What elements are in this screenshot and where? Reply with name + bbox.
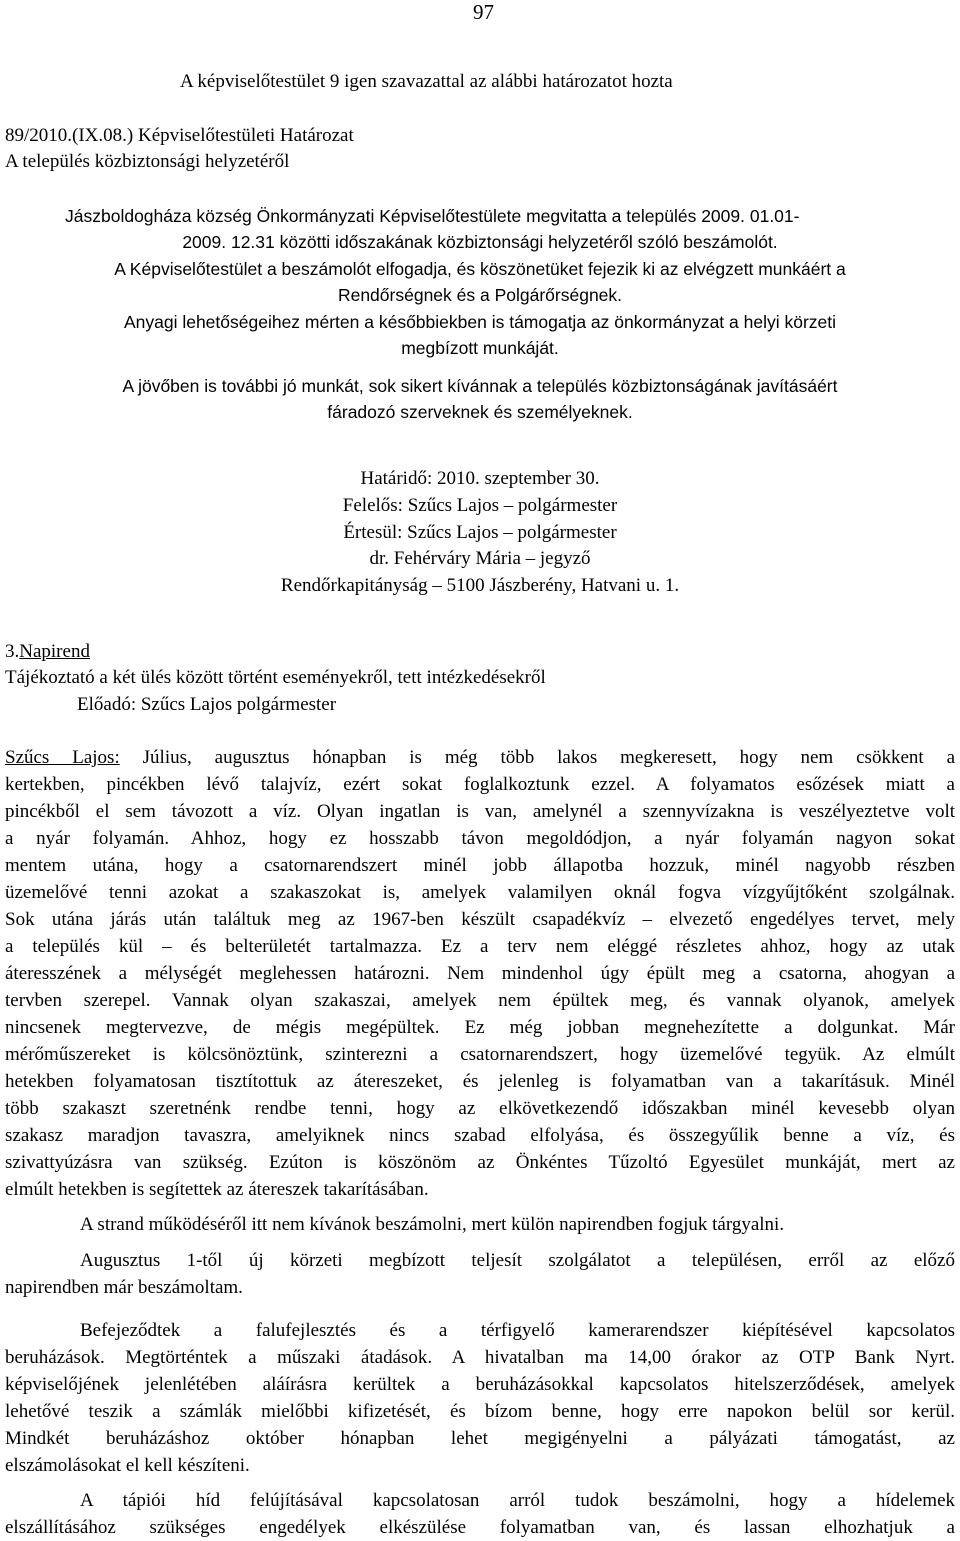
paragraph-line: a település kül – és belterületét tartalmazza. Ez a terv nem eléggé részletes ahhoz, hogy az utak <box>5 936 955 957</box>
resolution-body-line: megbízott munkáját. <box>401 338 559 358</box>
paragraph-line: elmúlt hetekben is segítettek az átereszek takarításában. <box>5 1179 429 1200</box>
paragraph-line: A strand működéséről itt nem kívánok beszámolni, mert külön napirendben fogjuk tárgyalni. <box>80 1214 785 1235</box>
speech-first-line <box>5 746 955 770</box>
paragraph-line: szakasz maradjon tavaszra, amelyiknek nincs szabad elfolyása, és összegyűlik benne a víz, és <box>5 1125 955 1146</box>
paragraph-line: elszállításához szükséges engedélyek elkészülése folyamatban van, és lassan elhozhatjuk a <box>5 1517 955 1538</box>
speaker-name: Szűcs Lajos: <box>5 747 120 768</box>
notified-line: Értesül: Szűcs Lajos – polgármester <box>343 522 617 543</box>
paragraph-line: Mindkét beruházáshoz október hónapban lehet megigényelni a pályázati támogatást, az <box>5 1428 955 1449</box>
paragraph-line: a nyár folyamán. Ahhoz, hogy ez hosszabb távon megoldódjon, a nyár folyamán nagyon sokat <box>5 828 955 849</box>
paragraph-line: mentem utána, hogy a csatornarendszert minél jobb állapotba hozzuk, minél nagyobb részben <box>5 855 955 876</box>
paragraph-line: mérőműszereket is kölcsönöztünk, szinterezni a csatornarendszert, hogy üzemelővé tegyük. Az elmúlt <box>5 1044 955 1065</box>
resolution-subject: A település közbiztonsági helyzetéről <box>5 151 290 172</box>
resolution-body-line: Rendőrségnek és a Polgárőrségnek. <box>337 285 623 305</box>
paragraph-line: beruházások. Megtörténtek a műszaki átadások. A hivatalban ma 14,00 órakor az OTP Bank Nyrt. <box>5 1347 955 1368</box>
resolution-body-line: fáradozó szerveknek és személyeknek. <box>327 402 633 422</box>
paragraph-line: hetekben folyamatosan tisztítottuk az átereszeket, és jelenleg is folyamatban van a takarításuk. Minél <box>5 1071 955 1092</box>
paragraph-line: szivattyúzásra van szükség. Ezúton is köszönöm az Önkéntes Tűzoltó Egyesület munkáját, mert az <box>5 1152 955 1173</box>
speech-text: Július, augusztus hónapban is még több lakos megkeresett, hogy nem csökkent a <box>142 747 955 768</box>
resolution-body-line: A jövőben is további jó munkát, sok sikert kívánnak a település közbiztonságának javításáért <box>122 376 838 396</box>
paragraph-line: áteresszének a mélységét meglehessen határozni. Nem mindenhol úgy épült meg a csatorna, ahogyan a <box>5 963 955 984</box>
paragraph-line: lehetővé teszik a számlák mielőbbi kifizetését, és bízom benne, hogy erre napokon belül sor kerül. <box>5 1401 955 1422</box>
agenda-presenter: Előadó: Szűcs Lajos polgármester <box>77 694 337 715</box>
paragraph-line: A tápiói híd felújításával kapcsolatosan arról tudok beszámolni, hogy a hídelemek <box>80 1490 955 1511</box>
paragraph-line: üzemelővé tenni azokat a szakaszokat is, amelyek valamilyen oknál fogva vízgyűjtőként szolgálnak. <box>5 882 955 903</box>
notified-line: Rendőrkapitányság – 5100 Jászberény, Hatvani u. 1. <box>280 575 680 596</box>
paragraph-line: napirendben már beszámoltam. <box>5 1277 243 1298</box>
paragraph-line: Sok utána járás után találtuk meg az 1967-ben készült csapadékvíz – elvezető engedélyes tervet, mely <box>5 909 955 930</box>
agenda-number-prefix: 3. <box>5 641 20 662</box>
notified-line: dr. Fehérváry Mária – jegyző <box>369 548 591 569</box>
paragraph-line: Befejeződtek a falufejlesztés és a térfigyelő kamerarendszer kiépítésével kapcsolatos <box>80 1320 955 1341</box>
resolution-number: 89/2010.(IX.08.) Képviselőtestületi Határozat <box>5 125 354 146</box>
paragraph-line: több szakaszt szeretnénk rendbe tenni, hogy az elkövetkezendő időszakban minél kevesebb olyan <box>5 1098 955 1119</box>
responsible-line: Felelős: Szűcs Lajos – polgármester <box>342 495 618 516</box>
paragraph-line: pincékből el sem távozott a víz. Olyan ingatlan is van, amelynél a szennyvízakna is veszélyeztetve volt <box>5 801 955 822</box>
resolution-body-line: A Képviselőtestület a beszámolót elfogadja, és köszönetüket fejezik ki az elvégzett munkáért a <box>114 259 846 279</box>
resolution-body-line: 2009. 12.31 közötti időszakának közbiztonsági helyzetéről szóló beszámolót. <box>182 232 778 252</box>
agenda-number-label: Napirend <box>19 641 90 662</box>
paragraph-line: elszámolásokat el kell készíteni. <box>5 1455 250 1476</box>
paragraph-line: kertekben, pincékben lévő talajvíz, ezért sokat foglalkoztunk ezzel. A folyamatos esőzések miatt a <box>5 774 955 795</box>
resolution-body-line: Jászboldogháza község Önkormányzati Képviselőtestülete megvitatta a település 2009. 01.01- <box>65 206 800 226</box>
deadline-line: Határidő: 2010. szeptember 30. <box>360 468 600 489</box>
vote-line: A képviselőtestület 9 igen szavazattal az alábbi határozatot hozta <box>180 71 673 92</box>
paragraph-line: képviselőjének jelenlétében aláírásra kerültek a beruházásokkal kapcsolatos hitelszerződések, amelyek <box>5 1374 955 1395</box>
agenda-title: Tájékoztató a két ülés között történt eseményekről, tett intézkedésekről <box>5 667 546 688</box>
paragraph-line: tervben szerepel. Vannak olyan szakaszai, amelyek nem épültek meg, és vannak olyanok, amelyek <box>5 990 955 1011</box>
resolution-body-line: Anyagi lehetőségeihez mérten a későbbiekben is támogatja az önkormányzat a helyi körzeti <box>123 312 837 332</box>
page-number: 97 <box>473 0 494 24</box>
agenda-number <box>5 640 90 664</box>
paragraph-line: Augusztus 1-től új körzeti megbízott teljesít szolgálatot a településen, erről az előző <box>80 1250 955 1271</box>
paragraph-line: nincsenek megtervezve, de mégis megépültek. Ez még jobban megnehezítette a dolgunkat. Már <box>5 1017 955 1038</box>
